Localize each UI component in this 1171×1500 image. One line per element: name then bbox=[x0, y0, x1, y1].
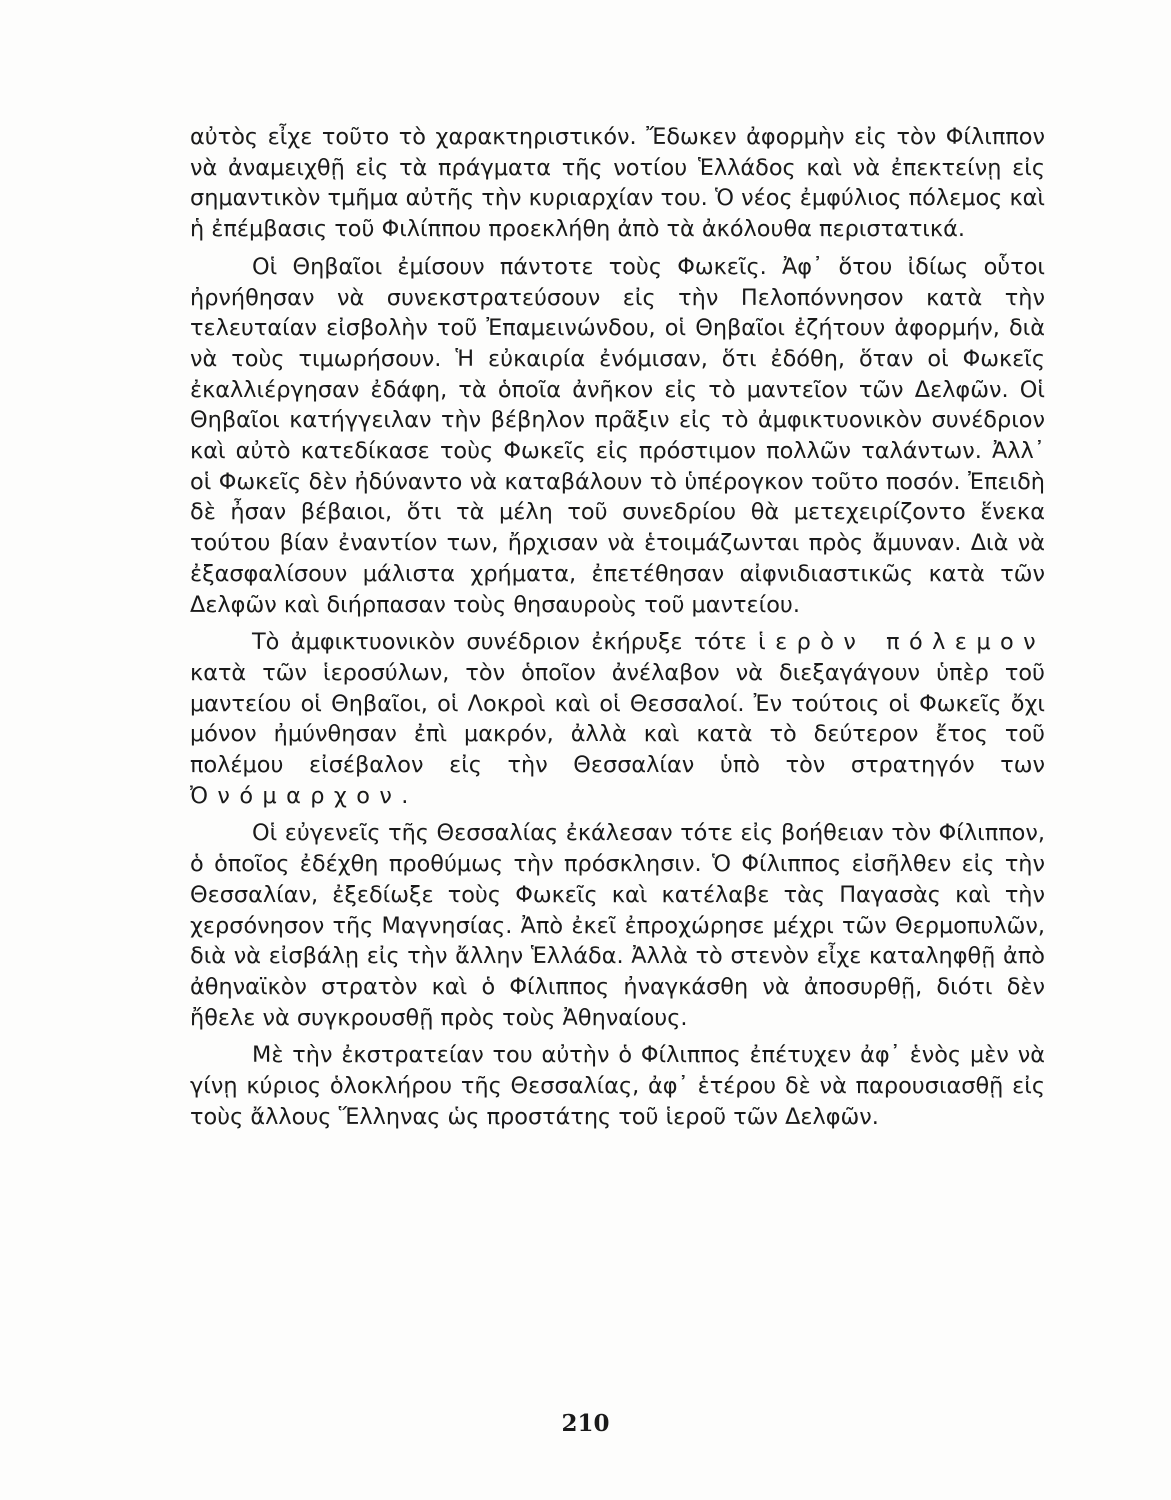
paragraph-1 bbox=[190, 122, 1045, 245]
paragraph-2-text: Οἱ Θηβαῖοι ἐμίσουν πάντοτε τοὺς Φωκεῖς. Ἀφ᾽ ὅτου ἰδίως οὗτοι ἠρνήθησαν νὰ συνεκστρατεύσουν εἰς τὴν Πελοπόννησον κατὰ τὴν τελευταίαν εἰσβολὴν τοῦ Ἐπαμεινώνδου, οἱ Θηβαῖοι ἐζήτουν ἀφορμήν, διὰ νὰ τοὺς τιμωρήσουν. Ἡ εὐκαιρία ἐνόμισαν, ὅτι ἐδόθη, ὅταν οἱ Φωκεῖς ἐκαλλιέργησαν ἐδάφη, τὰ ὁποῖα ἀνῆκον εἰς τὸ μαντεῖον τῶν Δελφῶν. Οἱ Θηβαῖοι κατήγγειλαν τὴν βέβηλον πρᾶξιν εἰς τὸ ἀμφικτυονικὸν συνέδριον καὶ αὐτὸ κατεδίκασε τοὺς Φωκεῖς εἰς πρόστιμον πολλῶν ταλάντων. Ἀλλ᾽ οἱ Φωκεῖς δὲν ἠδύναντο νὰ καταβάλουν τὸ ὑπέρογκον τοῦτο ποσόν. Ἐπειδὴ δὲ ἦσαν βέβαιοι, ὅτι τὰ μέλη τοῦ συνεδρίου θὰ μετεχειρίζοντο ἕνεκα τούτου βίαν ἐναντίον των, ἤρχισαν νὰ ἑτοιμάζωνται πρὸς ἄμυναν. Διὰ νὰ ἐξασφαλίσουν μάλιστα χρήματα, ἐπετέθησαν αἰφνιδιαστικῶς κατὰ τῶν Δελφῶν καὶ διήρπασαν τοὺς θησαυροὺς τοῦ μαντείου. bbox=[190, 253, 1045, 618]
paragraph-4 bbox=[190, 818, 1045, 1033]
paragraph-5 bbox=[190, 1040, 1045, 1132]
paragraph-2 bbox=[190, 252, 1045, 620]
paragraph-3-text-c: . bbox=[401, 782, 409, 809]
paragraph-3-text-a: Τὸ ἀμφικτυονικὸν συνέδριον ἐκήρυξε τότε bbox=[252, 629, 759, 656]
spaced-term-holy-war: ἱερὸν πόλεμον bbox=[758, 629, 1045, 656]
page-number: 210 bbox=[561, 1410, 610, 1437]
paragraph-4-text: Οἱ εὐγενεῖς τῆς Θεσσαλίας ἐκάλεσαν τότε εἰς βοήθειαν τὸν Φίλιππον, ὁ ὁποῖος ἐδέχθη προθύμως τὴν πρόσκλησιν. Ὁ Φίλιππος εἰσῆλθεν εἰς τὴν Θεσσαλίαν, ἐξεδίωξε τοὺς Φωκεῖς καὶ κατέλαβε τὰς Παγασὰς καὶ τὴν χερσόνησον τῆς Μαγνησίας. Ἀπὸ ἐκεῖ ἐπροχώρησε μέχρι τῶν Θερμοπυλῶν, διὰ νὰ εἰσβάλῃ εἰς τὴν ἄλλην Ἑλλάδα. Ἀλλὰ τὸ στενὸν εἶχε καταληφθῇ ἀπὸ ἀθηναϊκὸν στρατὸν καὶ ὁ Φίλιππος ἠναγκάσθη νὰ ἀποσυρθῇ, διότι δὲν ἤθελε νὰ συγκρουσθῇ πρὸς τοὺς Ἀθηναίους. bbox=[190, 820, 1045, 1031]
paragraph-1-text: αὐτὸς εἶχε τοῦτο τὸ χαρακτηριστικόν. Ἔδωκεν ἀφορμὴν εἰς τὸν Φίλιππον νὰ ἀναμειχθῇ εἰς τὰ πράγματα τῆς νοτίου Ἑλλάδος καὶ νὰ ἐπεκτείνῃ εἰς σημαντικὸν τμῆμα αὐτῆς τὴν κυριαρχίαν του. Ὁ νέος ἐμφύλιος πόλεμος καὶ ἡ ἐπέμβασις τοῦ Φιλίππου προεκλήθη ἀπὸ τὰ ἀκόλουθα περιστατικά. bbox=[190, 124, 1045, 243]
paragraph-5-text: Μὲ τὴν ἐκστρατείαν του αὐτὴν ὁ Φίλιππος ἐπέτυχεν ἀφ᾽ ἑνὸς μὲν νὰ γίνῃ κύριος ὁλοκλήρου τῆς Θεσσαλίας, ἀφ᾽ ἑτέρου δὲ νὰ παρουσιασθῇ εἰς τοὺς ἄλλους Ἕλληνας ὡς προστάτης τοῦ ἱεροῦ τῶν Δελφῶν. bbox=[190, 1042, 1045, 1130]
spaced-term-onomarchos: Ὀνόμαρχον bbox=[190, 782, 402, 809]
body-text bbox=[190, 122, 1045, 1140]
paragraph-3 bbox=[190, 627, 1045, 811]
paragraph-3-text-b: κατὰ τῶν ἱεροσύλων, τὸν ὁποῖον ἀνέλαβον νὰ διεξαγάγουν ὑπὲρ τοῦ μαντείου οἱ Θηβαῖοι, οἱ Λοκροὶ καὶ οἱ Θεσσαλοί. Ἐν τούτοις οἱ Φωκεῖς ὄχι μόνον ἠμύνθησαν ἐπὶ μακρόν, ἀλλὰ καὶ κατὰ τὸ δεύτερον ἔτος τοῦ πολέμου εἰσέβαλον εἰς τὴν Θεσσαλίαν ὑπὸ τὸν στρατηγόν των bbox=[190, 659, 1045, 779]
